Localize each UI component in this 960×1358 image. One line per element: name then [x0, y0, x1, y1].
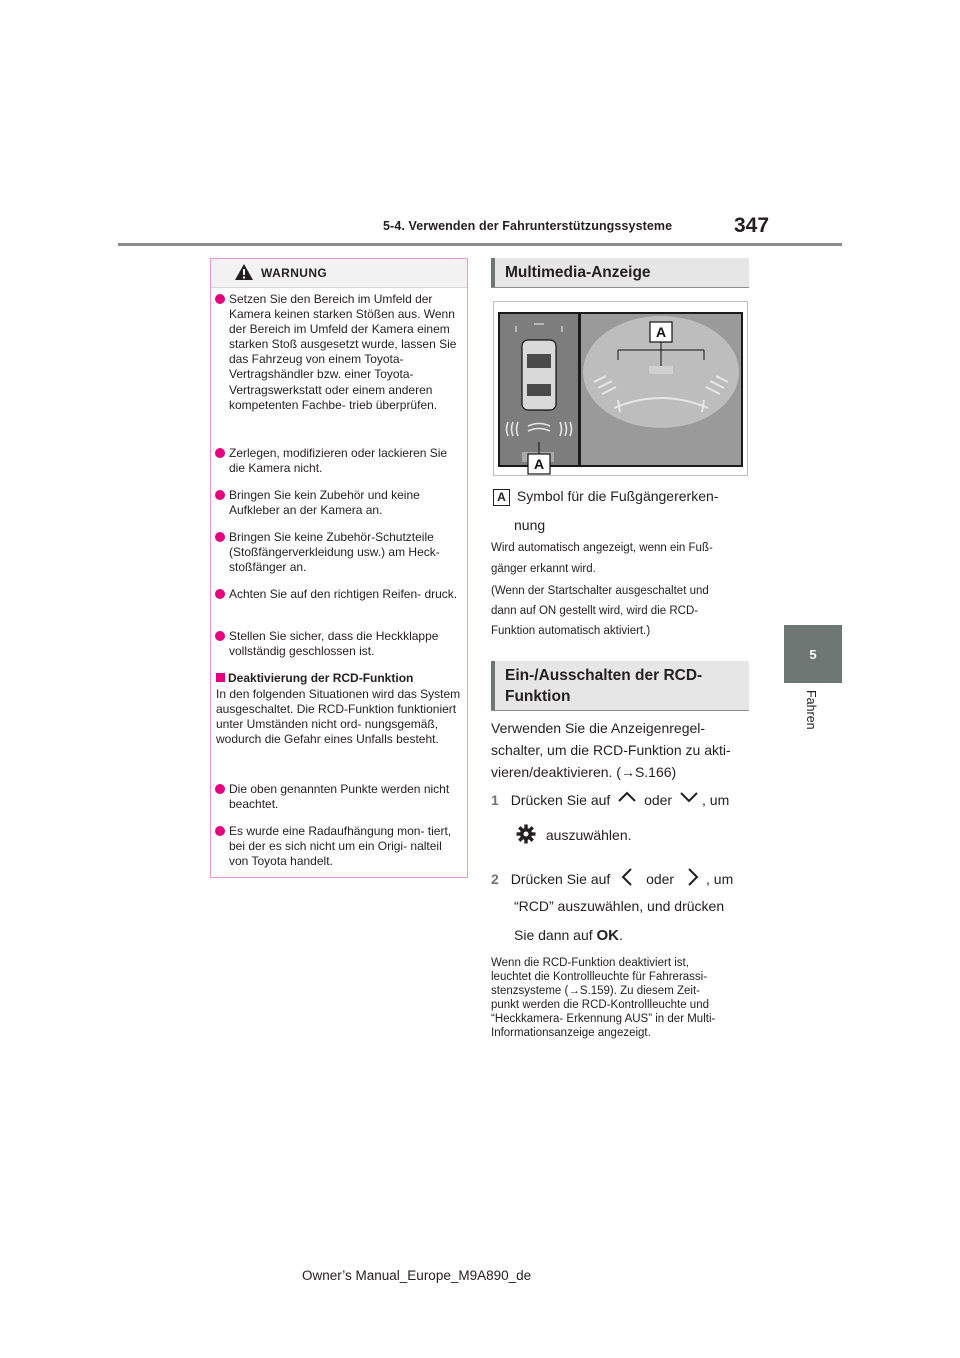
- note-line: Wird automatisch angezeigt, wenn ein Fuß-: [491, 542, 713, 554]
- step-2: 2 Drücken Sie auf oder , um: [491, 867, 733, 889]
- gear-icon: [516, 824, 536, 844]
- heading-rule: [491, 710, 749, 711]
- step-number: 1: [491, 792, 499, 808]
- warning-subtext: In den folgenden Situationen wird das System ausgeschaltet. Die RCD-Funktion funktioniert unter Umständen nicht ord- nungsgemäß, wodurch die Gefahr eines Unfalls besteht.: [216, 687, 461, 747]
- chevron-right-icon: [682, 867, 702, 887]
- bullet-icon: [215, 532, 225, 542]
- note-line: punkt werden die RCD-Kontrollleuchte und: [491, 999, 709, 1011]
- chapter-tab: 5: [784, 625, 842, 683]
- legend-line-2: nung: [514, 517, 546, 533]
- bullet-icon: [215, 589, 225, 599]
- note-line: gänger erkannt wird.: [491, 563, 596, 575]
- step-number: 2: [491, 871, 499, 887]
- warning-subheading: Deaktivierung der RCD-Funktion: [216, 671, 461, 686]
- warning-triangle-icon: [234, 263, 254, 281]
- camera-display-figure: [493, 301, 748, 476]
- bullet-icon: [215, 631, 225, 641]
- warning-title: WARNUNG: [261, 266, 328, 280]
- camera-screen-illustration: [494, 302, 747, 475]
- note-line: Wenn die RCD-Funktion deaktiviert ist,: [491, 957, 689, 969]
- legend-box: A: [493, 489, 510, 506]
- intro-line: schalter, um die RCD-Funktion zu akti-: [491, 742, 731, 758]
- warning-box: WARNUNG Setzen Sie den Bereich im Umfeld der Kamera keinen starken Stößen aus. Wenn der Bereich im Umfeld der Kamera einem starken Stoß ausgesetzt wurde, lassen Sie das Fahrzeug von einem Toyota-Vertragshändler bzw. einer Toyota-Vertragswerkstatt oder einem anderen kompetenten Fachbe- trieb überprüfen. Zerlegen, modifizieren oder lackieren Sie die Kamera nicht. Bringen Sie kein Zubehör und keine Aufkleber an der Kamera an. Bringen Sie keine Zubehör-Schutzteile (Stoßfängerverkleidung usw.) am Heck- stoßfänger an. Achten Sie auf den richtigen Reifen- druck. Stellen Sie sicher, dass die Heckklappe vollständig geschlossen ist. Deaktivierung der RCD-Funktion In den folgenden Situationen wird das System ausgeschaltet. Die RCD-Funktion funktioniert unter Umständen nicht ord- nungsgemäß, wodurch die Gefahr eines Unfalls besteht. Die oben genannten Punkte werden nicht beachtet. Es wurde eine Radaufhängung mon- tiert, bei der es sich nicht um ein Origi- nalteil von Toyota handelt.: [210, 258, 468, 878]
- ok-button-glyph: OK: [596, 927, 620, 944]
- bullet-icon: [215, 826, 225, 836]
- note-line: (Wenn der Startschalter ausgeschaltet und: [491, 585, 709, 597]
- page-number: 347: [734, 214, 770, 237]
- chevron-up-icon: [616, 790, 638, 804]
- step-2-cont: Sie dann auf OK.: [514, 927, 623, 944]
- note-line: dann auf ON gestellt wird, wird die RCD-: [491, 605, 699, 617]
- note-line: stenzsysteme (→S.159). Zu diesem Zeit-: [491, 985, 700, 997]
- warning-header: [211, 259, 467, 288]
- step-1: 1 Drücken Sie auf oder , um: [491, 792, 730, 808]
- heading-rule: [491, 287, 749, 288]
- bullet-icon: [215, 294, 225, 304]
- chapter-name: Fahren: [804, 690, 818, 730]
- note-line: Funktion automatisch aktiviert.): [491, 625, 651, 637]
- chevron-left-icon: [618, 867, 638, 887]
- step-1-cont: auszuwählen.: [516, 824, 632, 845]
- note-line: leuchtet die Kontrollleuchte für Fahrerassi-: [491, 971, 708, 983]
- step-2-cont: “RCD” auszuwählen, und drücken: [514, 898, 725, 914]
- intro-line: Verwenden Sie die Anzeigenregel-: [491, 720, 706, 736]
- bullet-icon: [215, 490, 225, 500]
- chapter-name-vertical: [778, 690, 848, 750]
- note-line: Informationsanzeige angezeigt.: [491, 1027, 651, 1039]
- section-heading-multimedia: Multimedia-Anzeige: [491, 258, 749, 287]
- section-heading-rcd: Ein-/Ausschalten der RCD- Funktion: [491, 661, 749, 710]
- legend-line: A Symbol für die Fußgängererken-: [493, 486, 718, 506]
- chevron-down-icon: [678, 790, 700, 804]
- running-header: 5-4. Verwenden der Fahrunterstützungssysteme: [383, 219, 673, 233]
- bullet-icon: [215, 448, 225, 458]
- square-bullet-icon: [216, 673, 225, 682]
- header-rule: [118, 243, 842, 246]
- note-line: “Heckkamera- Erkennung AUS” in der Multi-: [491, 1013, 716, 1025]
- bullet-icon: [215, 784, 225, 794]
- footer-text: Owner’s Manual_Europe_M9A890_de: [302, 1268, 532, 1283]
- figure-callout-label: A: [655, 324, 667, 340]
- figure-callout-label: A: [533, 456, 545, 472]
- intro-line: vieren/deaktivieren. (→S.166): [491, 764, 677, 780]
